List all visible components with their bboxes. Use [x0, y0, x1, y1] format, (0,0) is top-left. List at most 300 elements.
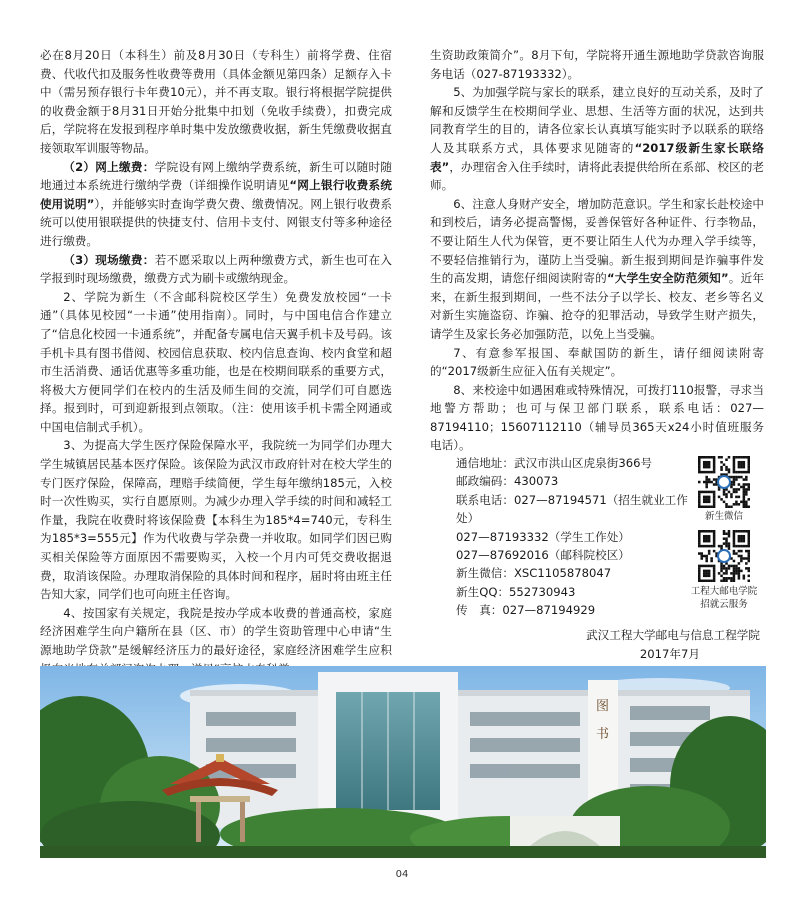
- qr-module: [703, 463, 706, 466]
- qr-module: [740, 560, 743, 563]
- qr-module: [728, 535, 731, 538]
- right-column: [430, 46, 764, 455]
- qr-module: [728, 468, 731, 471]
- qr-module: [748, 532, 750, 535]
- qr-module: [738, 555, 741, 558]
- qr-module: [748, 535, 750, 538]
- qr-module: [745, 476, 748, 479]
- qr-module: [713, 478, 716, 481]
- qr-module: [728, 506, 731, 508]
- qr-module: [698, 540, 701, 543]
- qr-module: [733, 577, 736, 580]
- qr-module: [703, 555, 706, 558]
- parent-contact-form-title: “2017级新生家长联络表”: [430, 140, 764, 174]
- qr-module: [745, 478, 748, 481]
- qr-module: [708, 496, 711, 499]
- qr-module: [710, 491, 713, 494]
- qr-module: [733, 471, 736, 474]
- qr-module: [725, 506, 728, 508]
- qr-module: [710, 456, 713, 459]
- parent-contact-paragraph: 5、为加强学院与家长的联系，建立良好的互动关系，及时了解和反馈学生在校期间学业、思想、生活等方面的状况，达到共同教育学生的目的，请各位家长认真填写能实时予以联系的联络人及其联系方式，具体要求见随寄的“2017级新生家长联络表”，办理宿舍入住手续时，请将此表提供给所在系部、校区的老师。: [430, 85, 764, 193]
- qr-module: [713, 458, 716, 461]
- qr-module: [708, 498, 711, 501]
- qr-module: [725, 567, 728, 570]
- qr-module: [710, 560, 713, 563]
- qr-module: [713, 535, 716, 538]
- qr-module: [733, 463, 736, 466]
- qr-module: [705, 478, 708, 481]
- qr-module: [740, 476, 743, 479]
- qr-module: [698, 496, 701, 499]
- qr-module: [745, 493, 748, 496]
- qr-module: [713, 463, 716, 466]
- qr-module: [703, 501, 706, 504]
- qr-module: [698, 501, 701, 504]
- qr-module: [743, 478, 746, 481]
- qr-module: [713, 577, 716, 580]
- qr-module: [713, 461, 716, 464]
- page-number: 04: [395, 869, 409, 880]
- qr-module: [713, 496, 716, 499]
- qr-module: [708, 491, 711, 494]
- qr-module: [703, 461, 706, 464]
- qr-module: [735, 545, 738, 548]
- qr-module: [745, 491, 748, 494]
- wechat-qr-code: [698, 456, 750, 508]
- qr-module: [748, 575, 750, 578]
- qr-module: [725, 537, 728, 540]
- qr-module: [743, 501, 746, 504]
- qr-module: [713, 572, 716, 575]
- qr-module: [705, 463, 708, 466]
- qr-module: [738, 550, 741, 553]
- qr-module: [708, 463, 711, 466]
- qr-module: [738, 466, 741, 469]
- qr-module: [703, 491, 706, 494]
- qr-module: [740, 537, 743, 540]
- qr-module: [748, 542, 750, 545]
- qr-module: [740, 501, 743, 504]
- qr-module: [748, 456, 750, 459]
- qr-module: [748, 557, 750, 560]
- qr-module: [718, 496, 721, 499]
- qr-module: [705, 557, 708, 560]
- qr-module: [733, 560, 736, 563]
- qr-module: [748, 537, 750, 540]
- qr-module: [733, 552, 736, 555]
- qr-module: [725, 577, 728, 580]
- qr-module: [713, 493, 716, 496]
- qr-module: [733, 575, 736, 578]
- qr-module: [743, 537, 746, 540]
- qr-module: [725, 542, 728, 545]
- qr-module: [708, 540, 711, 543]
- qr-module: [713, 456, 716, 459]
- qr-module: [720, 567, 723, 570]
- qr-module: [745, 562, 748, 565]
- qr-module: [708, 545, 711, 548]
- qr-module: [735, 572, 738, 575]
- onsite-payment-label: （3）现场缴费：: [63, 252, 155, 267]
- qr-module: [743, 575, 746, 578]
- qr-module: [748, 545, 750, 548]
- qr-module: [728, 542, 731, 545]
- qr-module: [733, 456, 736, 459]
- qr-module: [710, 530, 713, 533]
- qr-module: [710, 506, 713, 508]
- qr-module: [708, 456, 711, 459]
- qr-module: [733, 567, 736, 570]
- qr-module: [703, 481, 706, 484]
- qr-module: [725, 458, 728, 461]
- qr-module: [740, 471, 743, 474]
- qr-module: [698, 535, 701, 538]
- qr-module: [698, 491, 701, 494]
- qr-module: [698, 498, 701, 501]
- qr-module: [703, 537, 706, 540]
- qr-module: [723, 501, 726, 504]
- qr-module: [733, 481, 736, 484]
- qr-module: [703, 565, 706, 568]
- qr-module: [745, 557, 748, 560]
- qr-module: [733, 580, 736, 582]
- qr-module: [743, 530, 746, 533]
- qr-module: [698, 542, 701, 545]
- qr-module: [718, 572, 721, 575]
- qr-module: [728, 547, 731, 550]
- qr-module: [698, 458, 701, 461]
- qr-module: [748, 498, 750, 501]
- qr-module: [705, 560, 708, 563]
- payment-bank-paragraph: 必在8月20日（本科生）前及8月30日（专科生）前将学费、住宿费、代收代扣及服务性收费等费用（具体金额见第四条）足额存入卡中（需另预存银行卡年费10元），并不再支取。银行将根据学院提供的收费金额于8月31日开始分批集中扣划（免收手续费），扣费完成后，学院将在发报到程序单时集中发放缴费收据，新生凭缴费收据直接领取军训服等物品。: [40, 48, 392, 155]
- qr-module: [720, 466, 723, 469]
- online-bank-guide-title: “网上银行收费系统使用说明”: [40, 178, 392, 211]
- qr-module: [705, 565, 708, 568]
- qr-module: [738, 562, 741, 565]
- qr-module: [708, 552, 711, 555]
- qr-module: [735, 501, 738, 504]
- qr-module: [733, 491, 736, 494]
- qr-module: [698, 570, 701, 573]
- qr-module: [713, 532, 716, 535]
- library-sign-char2: 书: [596, 727, 610, 742]
- qr-module: [720, 461, 723, 464]
- qr-module: [720, 498, 723, 501]
- qr-module: [723, 577, 726, 580]
- qr-module: [705, 481, 708, 484]
- qr-module: [708, 481, 711, 484]
- campus-card-paragraph: 2、学院为新生（不含邮科院校区学生）免费发放校园“一卡通”（具体见校园“一卡通”使用指南）。同时，与中国电信合作建立了“信息化校园一卡通系统”，并配备专属电信天翼手机卡及号码。该手机卡具有图书借阅、校园信息获取、校内信息查询、校内食堂和超市生活消费、通话优惠等多重功能，也是在校期间联系的重要方式，将极大方便同学们在校内的生活及师生间的交流，同学们可自愿选择。报到时，可到迎新报到点领取。（注：使用该手机卡需全网通或中国电信制式手机）。: [40, 289, 392, 434]
- qr-module: [733, 488, 736, 491]
- qr-module: [745, 501, 748, 504]
- qr-module: [733, 550, 736, 553]
- online-payment-label: （2）网上缴费：: [63, 159, 155, 174]
- qr-module: [698, 456, 701, 459]
- qr-module: [728, 567, 731, 570]
- qr-module: [705, 572, 708, 575]
- qr-module: [720, 580, 723, 582]
- qr-module: [700, 565, 703, 568]
- contact-phone-campus: 027—87692016（邮科院校区）: [456, 548, 630, 563]
- qr-module: [705, 501, 708, 504]
- qr-module: [735, 456, 738, 459]
- qr-module: [703, 545, 706, 548]
- qr-module: [748, 468, 750, 471]
- qr-module: [700, 506, 703, 508]
- qr-module: [743, 577, 746, 580]
- qr-module: [733, 483, 736, 486]
- qr-module: [745, 550, 748, 553]
- qr-module: [740, 557, 743, 560]
- qr-module: [713, 491, 716, 494]
- qr-module: [705, 466, 708, 469]
- campus-photo: [40, 666, 766, 858]
- qr-module: [698, 506, 701, 508]
- qr-module: [725, 580, 728, 582]
- qr-module: [713, 565, 716, 568]
- qr-module: [698, 545, 701, 548]
- qr-module: [705, 580, 708, 582]
- qr-module: [735, 570, 738, 573]
- qr-module: [698, 481, 701, 484]
- qr-module: [713, 501, 716, 504]
- online-payment-paragraph: （2）网上缴费：学院设有网上缴纳学费系统，新生可以随时随地通过本系统进行缴纳学费（详细操作说明请见“网上银行收费系统使用说明”），并能够实时查询学费欠费、缴费情况。网上银行收费系统可以使用银联提供的快捷支付、信用卡支付、网银支付等多种途径进行缴费。: [40, 159, 392, 248]
- qr-module: [745, 483, 748, 486]
- qr-module: [745, 506, 748, 508]
- qr-module: [743, 466, 746, 469]
- qr-module: [725, 570, 728, 573]
- qr-module: [730, 577, 733, 580]
- qr-module: [743, 506, 746, 508]
- military-enlistment-paragraph: 7、有意参军报国、奉献国防的新生，请仔细阅读附寄的“2017级新生应征入伍有关规定”。: [430, 345, 764, 379]
- qr-module: [738, 488, 741, 491]
- qr-module: [705, 496, 708, 499]
- qr-module: [725, 468, 728, 471]
- qr-module: [733, 572, 736, 575]
- qr-module: [708, 461, 711, 464]
- qr-module: [743, 535, 746, 538]
- qr-module: [710, 580, 713, 582]
- qr-module: [728, 471, 731, 474]
- qr-module: [713, 483, 716, 486]
- qr-module: [708, 535, 711, 538]
- qr-module: [720, 570, 723, 573]
- qr-module: [743, 496, 746, 499]
- contact-phone-student-affairs: 027—87193332（学生工作处）: [456, 529, 630, 544]
- qr-module: [725, 532, 728, 535]
- qr-module: [703, 466, 706, 469]
- qr-module: [698, 577, 701, 580]
- qr-module: [738, 503, 741, 506]
- qr-module: [703, 496, 706, 499]
- qr-module: [738, 476, 741, 479]
- qr-module: [748, 567, 750, 570]
- qr-module: [730, 506, 733, 508]
- qr-module: [740, 461, 743, 464]
- qr-module: [713, 545, 716, 548]
- qr-module: [730, 565, 733, 568]
- qr-module: [743, 503, 746, 506]
- qr-module: [735, 478, 738, 481]
- qr-module: [720, 456, 723, 459]
- qr-module: [738, 567, 741, 570]
- qr-module: [720, 575, 723, 578]
- qr-module: [740, 545, 743, 548]
- qr-module: [735, 565, 738, 568]
- qr-module: [748, 552, 750, 555]
- qr-module: [703, 471, 706, 474]
- qr-module: [708, 466, 711, 469]
- qr-module: [708, 575, 711, 578]
- qr-module: [728, 565, 731, 568]
- qr-module: [710, 481, 713, 484]
- qr-module: [733, 476, 736, 479]
- qr-module: [743, 463, 746, 466]
- qr-module: [698, 530, 701, 533]
- qr-module: [713, 567, 716, 570]
- onsite-payment-paragraph: （3）现场缴费：若不愿采取以上两种缴费方式，新生也可在入学报到时现场缴费，缴费方式为刷卡或缴纳现金。: [40, 252, 392, 286]
- qr-module: [698, 567, 701, 570]
- qr-module: [738, 496, 741, 499]
- qr-module: [743, 545, 746, 548]
- qr-module: [710, 557, 713, 560]
- qr-module: [723, 572, 726, 575]
- qr-module: [740, 540, 743, 543]
- qr-module: [745, 456, 748, 459]
- qr-module: [735, 491, 738, 494]
- qr-module: [743, 483, 746, 486]
- qr-module: [708, 537, 711, 540]
- qr-module: [740, 570, 743, 573]
- qr-module: [733, 570, 736, 573]
- qr-module: [718, 488, 721, 491]
- qr-module: [708, 570, 711, 573]
- qr-module: [698, 532, 701, 535]
- qr-module: [733, 540, 736, 543]
- qr-module: [733, 537, 736, 540]
- qr-module: [698, 537, 701, 540]
- qr-module: [710, 565, 713, 568]
- qr-module: [740, 535, 743, 538]
- qr-module: [748, 488, 750, 491]
- qr-module: [748, 483, 750, 486]
- qr-module: [723, 530, 726, 533]
- qr-module: [708, 506, 711, 508]
- qr-module: [705, 506, 708, 508]
- qr-module: [703, 540, 706, 543]
- qr-module: [745, 545, 748, 548]
- qr-module: [728, 456, 731, 459]
- qr-module: [733, 468, 736, 471]
- contact-address: 通信地址：武汉市洪山区虎泉街366号: [456, 456, 653, 470]
- qr-module: [728, 491, 731, 494]
- qr-module: [735, 552, 738, 555]
- qr-module: [725, 496, 728, 499]
- qr-module: [738, 570, 741, 573]
- service-qr-code: [698, 530, 750, 582]
- qr-module: [708, 580, 711, 582]
- qr-module: [705, 537, 708, 540]
- qr-module: [738, 471, 741, 474]
- qr-module: [728, 530, 731, 533]
- qr-module: [740, 486, 743, 489]
- qr-module: [743, 557, 746, 560]
- qr-module: [743, 491, 746, 494]
- qr-module: [705, 486, 708, 489]
- qr-module: [703, 575, 706, 578]
- qr-module: [713, 530, 716, 533]
- contact-fax: 传 真：027—87194929: [456, 603, 596, 618]
- qr-module: [718, 545, 721, 548]
- qr-module: [708, 501, 711, 504]
- qr-module: [748, 560, 750, 563]
- qr-module: [708, 471, 711, 474]
- qr-module: [738, 577, 741, 580]
- qr-module: [743, 471, 746, 474]
- qr-module: [700, 471, 703, 474]
- qr-logo: [718, 550, 730, 562]
- qr-module: [723, 537, 726, 540]
- qr-module: [730, 476, 733, 479]
- qr-module: [740, 466, 743, 469]
- qr-module: [700, 552, 703, 555]
- qr-module: [698, 493, 701, 496]
- contact-info-block: [456, 454, 688, 620]
- qr-module: [748, 506, 750, 508]
- qr-module: [700, 530, 703, 533]
- qr-module: [733, 466, 736, 469]
- qr-module: [708, 550, 711, 553]
- left-column: [40, 46, 392, 678]
- qr-module: [705, 575, 708, 578]
- signature-org: 武汉工程大学邮电与信息工程学院: [586, 628, 760, 642]
- qr-module: [718, 456, 721, 459]
- qr-module: [733, 565, 736, 568]
- qr-module: [725, 572, 728, 575]
- library-sign-char1: 图: [596, 699, 610, 714]
- qr-module: [728, 532, 731, 535]
- qr-module: [735, 530, 738, 533]
- qr-module: [743, 488, 746, 491]
- qr-module: [745, 471, 748, 474]
- qr-module: [725, 540, 728, 543]
- qr-module: [723, 493, 726, 496]
- qr-module: [705, 471, 708, 474]
- qr-module: [740, 463, 743, 466]
- qr-module: [725, 493, 728, 496]
- contact-postcode: 邮政编码：430073: [456, 474, 559, 489]
- qr-module: [713, 540, 716, 543]
- qr-module: [733, 545, 736, 548]
- qr-module: [720, 468, 723, 471]
- qr-module: [743, 540, 746, 543]
- qr-module: [713, 471, 716, 474]
- qr-module: [703, 506, 706, 508]
- qr-module: [713, 468, 716, 471]
- qr-module: [735, 476, 738, 479]
- qr-module: [748, 486, 750, 489]
- qr-module: [720, 545, 723, 548]
- qr-module: [738, 535, 741, 538]
- qr-module: [713, 580, 716, 582]
- qr-module: [723, 565, 726, 568]
- qr-module: [723, 542, 726, 545]
- qr-module: [698, 552, 701, 555]
- qr-module: [698, 463, 701, 466]
- qr-module: [748, 461, 750, 464]
- qr-module: [705, 456, 708, 459]
- qr-module: [743, 461, 746, 464]
